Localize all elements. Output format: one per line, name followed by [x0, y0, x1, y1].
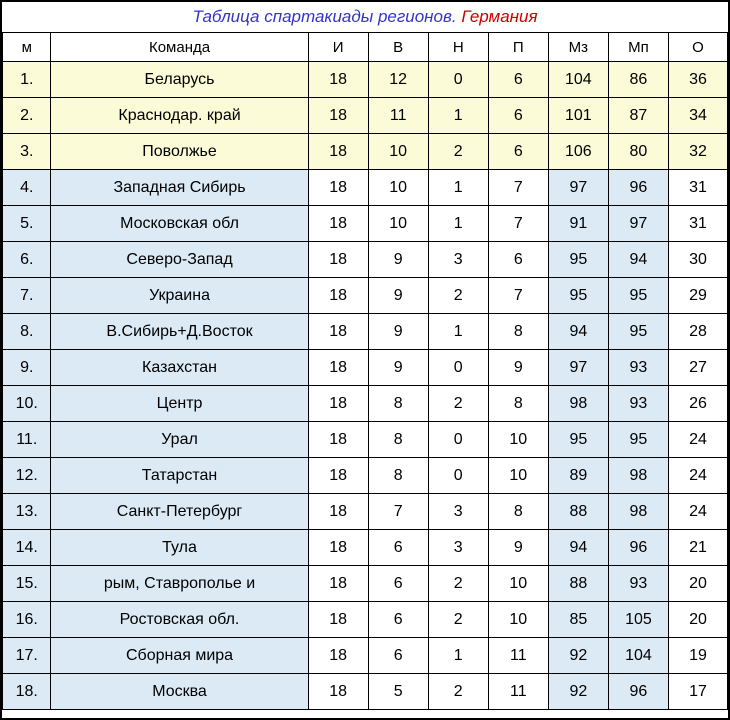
column-header-team: Команда	[51, 33, 308, 62]
table-row[interactable]	[3, 422, 728, 458]
cell-wins: 8	[368, 386, 428, 422]
title-part-2: Германия	[461, 7, 538, 26]
cell-games: 18	[308, 458, 368, 494]
cell-losses: 9	[488, 530, 548, 566]
cell-wins: 9	[368, 278, 428, 314]
cell-wins: 10	[368, 134, 428, 170]
cell-points: 36	[668, 62, 727, 98]
cell-goals-against: 95	[608, 314, 668, 350]
cell-goals-for: 101	[548, 98, 608, 134]
cell-goals-for: 106	[548, 134, 608, 170]
cell-points: 28	[668, 314, 727, 350]
cell-points: 34	[668, 98, 727, 134]
cell-goals-for: 89	[548, 458, 608, 494]
cell-points: 31	[668, 206, 727, 242]
cell-rank: 18.	[3, 674, 51, 710]
table-row[interactable]	[3, 314, 728, 350]
cell-rank: 3.	[3, 134, 51, 170]
cell-team: Западная Сибирь	[51, 170, 308, 206]
table-row[interactable]	[3, 98, 728, 134]
cell-goals-against: 93	[608, 350, 668, 386]
cell-draws: 1	[428, 98, 488, 134]
column-header-wins: В	[368, 33, 428, 62]
table-row[interactable]	[3, 674, 728, 710]
cell-wins: 10	[368, 170, 428, 206]
cell-points: 30	[668, 242, 727, 278]
cell-draws: 0	[428, 350, 488, 386]
cell-draws: 3	[428, 242, 488, 278]
cell-losses: 11	[488, 638, 548, 674]
cell-games: 18	[308, 386, 368, 422]
table-row[interactable]	[3, 494, 728, 530]
cell-draws: 1	[428, 314, 488, 350]
cell-rank: 11.	[3, 422, 51, 458]
cell-losses: 7	[488, 278, 548, 314]
cell-draws: 2	[428, 602, 488, 638]
cell-points: 19	[668, 638, 727, 674]
cell-wins: 7	[368, 494, 428, 530]
cell-goals-against: 98	[608, 458, 668, 494]
cell-goals-against: 95	[608, 278, 668, 314]
cell-team: рым, Ставрополье и	[51, 566, 308, 602]
cell-goals-for: 104	[548, 62, 608, 98]
cell-rank: 16.	[3, 602, 51, 638]
cell-points: 17	[668, 674, 727, 710]
cell-losses: 10	[488, 422, 548, 458]
cell-goals-against: 105	[608, 602, 668, 638]
cell-team: Ростовская обл.	[51, 602, 308, 638]
cell-goals-for: 88	[548, 494, 608, 530]
cell-rank: 9.	[3, 350, 51, 386]
cell-losses: 6	[488, 98, 548, 134]
cell-goals-for: 88	[548, 566, 608, 602]
cell-goals-against: 80	[608, 134, 668, 170]
cell-wins: 8	[368, 458, 428, 494]
cell-wins: 11	[368, 98, 428, 134]
cell-games: 18	[308, 242, 368, 278]
cell-team: Московская обл	[51, 206, 308, 242]
cell-draws: 2	[428, 566, 488, 602]
cell-points: 29	[668, 278, 727, 314]
cell-points: 31	[668, 170, 727, 206]
cell-points: 20	[668, 566, 727, 602]
table-title	[3, 2, 728, 33]
cell-goals-against: 87	[608, 98, 668, 134]
cell-rank: 5.	[3, 206, 51, 242]
cell-goals-for: 92	[548, 638, 608, 674]
cell-team: Украина	[51, 278, 308, 314]
cell-draws: 3	[428, 494, 488, 530]
cell-wins: 9	[368, 350, 428, 386]
table-row[interactable]	[3, 602, 728, 638]
cell-rank: 8.	[3, 314, 51, 350]
cell-goals-against: 95	[608, 422, 668, 458]
cell-wins: 9	[368, 242, 428, 278]
cell-games: 18	[308, 494, 368, 530]
cell-rank: 15.	[3, 566, 51, 602]
cell-draws: 2	[428, 386, 488, 422]
cell-goals-for: 91	[548, 206, 608, 242]
table-row[interactable]	[3, 278, 728, 314]
column-header-points: О	[668, 33, 727, 62]
cell-games: 18	[308, 134, 368, 170]
cell-wins: 12	[368, 62, 428, 98]
cell-team: Сборная мира	[51, 638, 308, 674]
cell-rank: 12.	[3, 458, 51, 494]
cell-wins: 6	[368, 530, 428, 566]
cell-games: 18	[308, 674, 368, 710]
cell-team: Краснодар. край	[51, 98, 308, 134]
cell-goals-for: 94	[548, 530, 608, 566]
cell-goals-for: 97	[548, 350, 608, 386]
cell-wins: 8	[368, 422, 428, 458]
cell-team: Москва	[51, 674, 308, 710]
cell-draws: 0	[428, 62, 488, 98]
cell-goals-against: 96	[608, 170, 668, 206]
cell-points: 24	[668, 458, 727, 494]
cell-draws: 2	[428, 674, 488, 710]
cell-losses: 8	[488, 314, 548, 350]
header-row	[3, 33, 728, 62]
cell-games: 18	[308, 62, 368, 98]
cell-draws: 1	[428, 206, 488, 242]
cell-rank: 7.	[3, 278, 51, 314]
cell-points: 32	[668, 134, 727, 170]
cell-team: Тула	[51, 530, 308, 566]
table-row[interactable]	[3, 242, 728, 278]
cell-goals-against: 86	[608, 62, 668, 98]
column-header-rank: м	[3, 33, 51, 62]
column-header-draws: Н	[428, 33, 488, 62]
title-row	[3, 2, 728, 33]
cell-losses: 6	[488, 62, 548, 98]
cell-games: 18	[308, 602, 368, 638]
cell-losses: 10	[488, 458, 548, 494]
cell-wins: 9	[368, 314, 428, 350]
cell-goals-for: 98	[548, 386, 608, 422]
cell-points: 27	[668, 350, 727, 386]
cell-team: Северо-Запад	[51, 242, 308, 278]
cell-goals-against: 104	[608, 638, 668, 674]
cell-goals-for: 97	[548, 170, 608, 206]
cell-goals-for: 94	[548, 314, 608, 350]
cell-team: Беларусь	[51, 62, 308, 98]
cell-draws: 0	[428, 422, 488, 458]
column-header-goals-against: Мп	[608, 33, 668, 62]
table-row[interactable]	[3, 638, 728, 674]
cell-team: Центр	[51, 386, 308, 422]
cell-team: Поволжье	[51, 134, 308, 170]
cell-losses: 7	[488, 206, 548, 242]
cell-games: 18	[308, 170, 368, 206]
cell-points: 24	[668, 422, 727, 458]
cell-rank: 13.	[3, 494, 51, 530]
cell-losses: 8	[488, 494, 548, 530]
cell-goals-against: 96	[608, 530, 668, 566]
cell-games: 18	[308, 206, 368, 242]
cell-losses: 7	[488, 170, 548, 206]
cell-goals-for: 92	[548, 674, 608, 710]
cell-draws: 3	[428, 530, 488, 566]
cell-wins: 5	[368, 674, 428, 710]
cell-goals-against: 97	[608, 206, 668, 242]
cell-draws: 2	[428, 278, 488, 314]
cell-games: 18	[308, 278, 368, 314]
table-row[interactable]	[3, 134, 728, 170]
cell-team: Санкт-Петербург	[51, 494, 308, 530]
column-header-games: И	[308, 33, 368, 62]
cell-games: 18	[308, 422, 368, 458]
cell-games: 18	[308, 350, 368, 386]
cell-team: В.Сибирь+Д.Восток	[51, 314, 308, 350]
cell-games: 18	[308, 638, 368, 674]
cell-losses: 8	[488, 386, 548, 422]
table-row[interactable]	[3, 530, 728, 566]
cell-wins: 6	[368, 566, 428, 602]
cell-games: 18	[308, 566, 368, 602]
cell-rank: 6.	[3, 242, 51, 278]
cell-losses: 10	[488, 566, 548, 602]
cell-draws: 0	[428, 458, 488, 494]
title-part-1: Таблица спартакиады регионов.	[192, 7, 457, 26]
cell-losses: 11	[488, 674, 548, 710]
cell-rank: 10.	[3, 386, 51, 422]
cell-points: 20	[668, 602, 727, 638]
column-header-losses: П	[488, 33, 548, 62]
cell-goals-against: 94	[608, 242, 668, 278]
cell-points: 24	[668, 494, 727, 530]
cell-games: 18	[308, 98, 368, 134]
cell-wins: 6	[368, 638, 428, 674]
cell-rank: 2.	[3, 98, 51, 134]
cell-games: 18	[308, 530, 368, 566]
table-row[interactable]	[3, 386, 728, 422]
standings-table	[2, 2, 728, 710]
cell-draws: 1	[428, 170, 488, 206]
cell-losses: 10	[488, 602, 548, 638]
cell-goals-for: 95	[548, 242, 608, 278]
cell-draws: 2	[428, 134, 488, 170]
cell-goals-against: 93	[608, 386, 668, 422]
cell-points: 26	[668, 386, 727, 422]
table-row[interactable]	[3, 458, 728, 494]
cell-points: 21	[668, 530, 727, 566]
cell-rank: 1.	[3, 62, 51, 98]
cell-goals-for: 95	[548, 422, 608, 458]
cell-rank: 17.	[3, 638, 51, 674]
cell-goals-against: 93	[608, 566, 668, 602]
cell-goals-for: 95	[548, 278, 608, 314]
cell-rank: 4.	[3, 170, 51, 206]
table-row[interactable]	[3, 206, 728, 242]
cell-draws: 1	[428, 638, 488, 674]
cell-wins: 10	[368, 206, 428, 242]
column-header-goals-for: Мз	[548, 33, 608, 62]
cell-rank: 14.	[3, 530, 51, 566]
cell-goals-for: 85	[548, 602, 608, 638]
table-row[interactable]	[3, 170, 728, 206]
table-row[interactable]	[3, 350, 728, 386]
cell-team: Урал	[51, 422, 308, 458]
cell-team: Казахстан	[51, 350, 308, 386]
cell-goals-against: 96	[608, 674, 668, 710]
cell-losses: 6	[488, 242, 548, 278]
cell-team: Татарстан	[51, 458, 308, 494]
cell-wins: 6	[368, 602, 428, 638]
table-row[interactable]	[3, 62, 728, 98]
cell-losses: 9	[488, 350, 548, 386]
cell-goals-against: 98	[608, 494, 668, 530]
cell-losses: 6	[488, 134, 548, 170]
table-row[interactable]	[3, 566, 728, 602]
cell-games: 18	[308, 314, 368, 350]
